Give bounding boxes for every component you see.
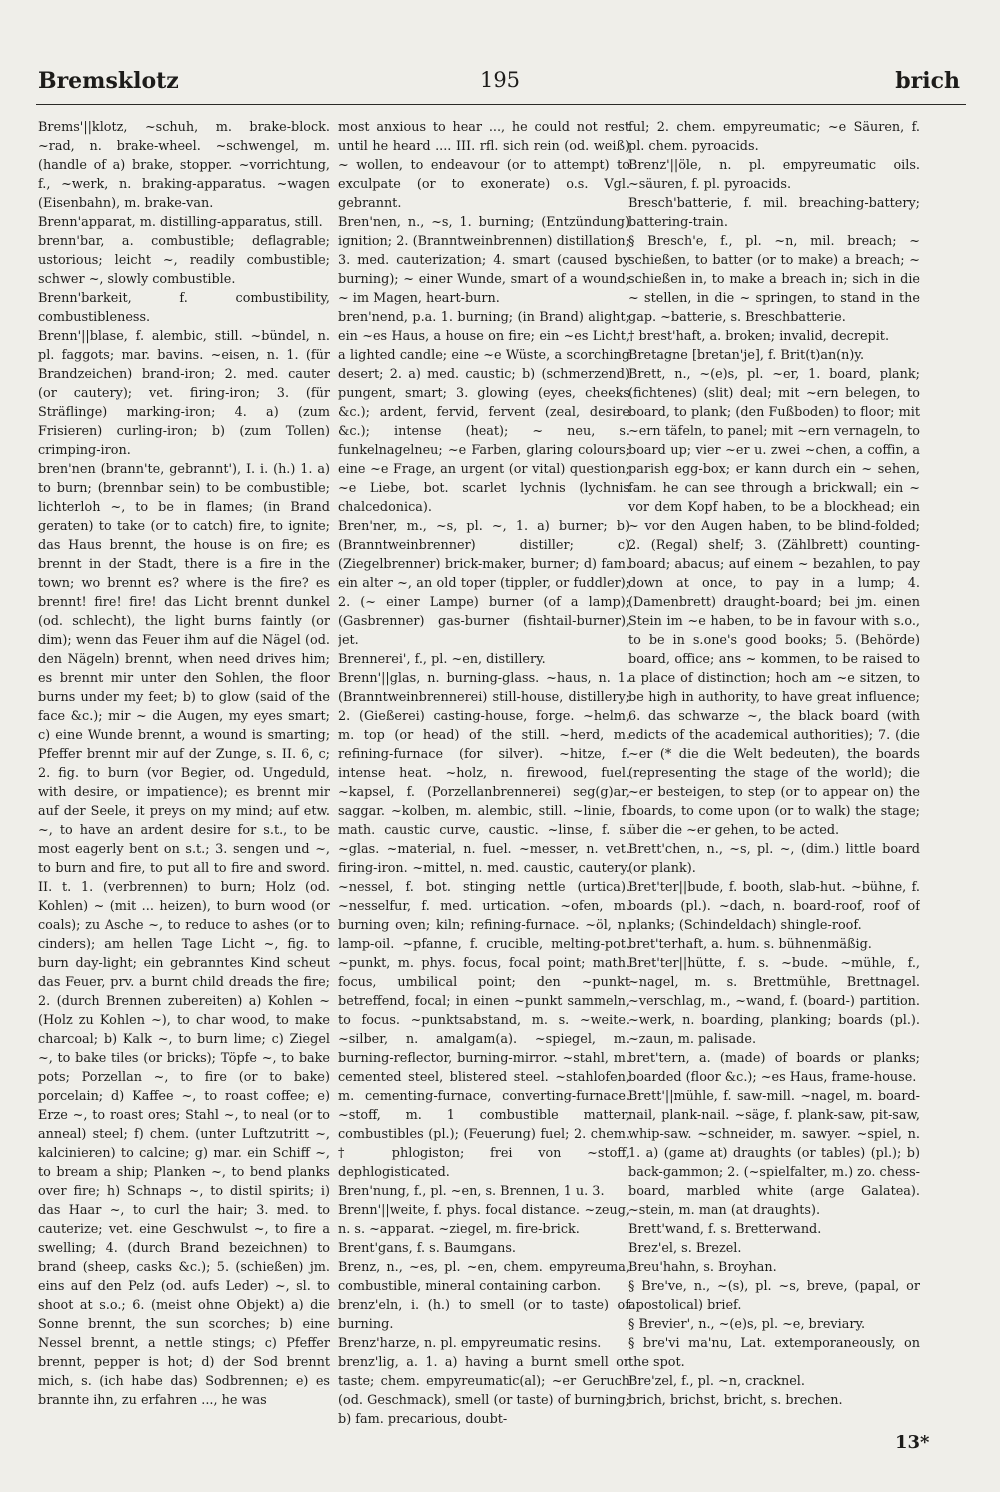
dictionary-entry: bren'nen (brann'te, gebrannt'), I. i. (h.) 1. a) to burn; (brennbar sein) to be combustible; lichterloh ~, to be in flames; (in Brand geraten) to take (or to catch) fire, to ignite; das Haus brennt, the house is on fire; es brennt in der Stadt, there is a fire in the town; wo brennt es? where is the fire? es brennt! fire! fire! das Licht brennt dunkel (od. schlecht), the light burns faintly (or dim); wenn das Feuer ihm auf die Nägel (od. den Nägeln) brennt, when need drives him; es brennt mir unter den Sohlen, the floor burns under my feet; b) to glow (said of the face &c.); mir ~ die Augen, my eyes smart; c) eine Wunde brennt, a wound is smarting; Pfeffer brennt mir auf der Zunge, s. II. 6, c; 2. fig. to burn (vor Begier, od. Ungeduld, with desire, or impatience); es brennt mir auf der Seele, it preys on my mind; auf etw. ~, to have an ardent desire for s.t., to be most eagerly bent on s.t.; 3. sengen und ~, to burn and fire, to put all to fire and sword. II. t. 1. (verbrennen) to burn; Holz (od. Kohlen) ~ (mit ... heizen), to burn wood (or coals); zu Asche ~, to reduce to ashes (or to cinders); am hellen Tage Licht ~, fig. to burn day-light; ein gebranntes Kind scheut das Feuer, prv. a burnt child dreads the fire; 2. (durch Brennen zubereiten) a) Kohlen ~ (Holz zu Kohlen ~), to char wood, to make charcoal; b) Kalk ~, to burn lime; c) Ziegel ~, to bake tiles (or bricks); Töpfe ~, to bake pots; Porzellan ~, to fire (or to bake) porcelain; d) Kaffee ~, to roast coffee; e) Erze ~, to roast ores; Stahl ~, to neal (or to anneal) steel; f) chem. (unter Luftzutritt ~, kalcinieren) to calcine; g) mar. ein Schiff ~, to bream a ship; Planken ~, to bend planks over fire; h) Schnaps ~, to distil spirits; i) das Haar ~, to curl the hair; 3. med. to cauterize; vet. eine Geschwulst ~, to fire a swelling; 4. (durch Brand bezeichnen) to brand (sheep, casks &c.); 5. (schießen) jm. eins auf den Pelz (od. aufs Leder) ~, sl. to shoot at s.o.; 6. (meist ohne Objekt) a) die Sonne brennt, the sun scorches; b) eine Nessel brennt, a nettle stings; c) Pfeffer brennt, pepper is hot; d) der Sod brennt mich, s. (ich habe das) Sodbrennen; e) es brannte ihn, zu erfahren ..., he was <box>38 462 330 1408</box>
dictionary-entry: Brenn'||blase, f. alembic, still. ~bündel, n. pl. faggots; mar. bavins. ~eisen, n. 1. (für Brandzeichen) brand-iron; 2. med. cauter (or cautery); vet. firing-iron; 3. (für Sträflinge) marking-iron; 4. a) (zum Frisieren) curling-iron; b) (zum Tollen) crimping-iron. <box>38 329 330 458</box>
running-head-last-word: brich <box>895 68 960 94</box>
dictionary-entry: § Bre've, n., ~(s), pl. ~s, breve, (papal, or apostolical) brief. <box>628 1279 920 1313</box>
dictionary-entry: bret'terhaft, a. hum. s. bühnenmäßig. <box>628 937 872 952</box>
running-head-first-word: Bremsklotz <box>38 68 179 94</box>
dictionary-entry: brenz'lig, a. 1. a) having a burnt smell or taste; chem. empyreumatic(al); ~er Geruch (od. Geschmack), smell (or taste) of burning; b) fam. precarious, doubt- <box>338 1355 630 1427</box>
dictionary-entry: Brenn'||glas, n. burning-glass. ~haus, n. 1. (Branntweinbrennerei) still-house, distillery; 2. (Gießerei) casting-house, forge. ~helm, m. top (or head) of the still. ~herd, m. refining-furnace (for silver). ~hitze, f. intense heat. ~holz, n. firewood, fuel. ~kapsel, f. (Porzellanbrennerei) seg(g)ar, saggar. ~kolben, m. alembic, still. ~linie, f. math. caustic curve, caustic. ~linse, f. s. ~glas. ~material, n. fuel. ~messer, n. vet. firing-iron. ~mittel, n. med. caustic, cautery. ~nessel, f. bot. stinging nettle (urtica). ~nesselfur, f. med. urtication. ~ofen, m. burning oven; kiln; refining-furnace. ~öl, n. lamp-oil. ~pfanne, f. crucible, melting-pot. ~punkt, m. phys. focus, focal point; math. focus, umbilical point; den ~punkt betreffend, focal; in einen ~punkt sammeln, to focus. ~punktsabstand, m. s. ~weite. ~silber, n. amalgam(a). ~spiegel, m. burning-reflector, burning-mirror. ~stahl, m. cemented steel, blistered steel. ~stahlofen, m. cementing-furnace, converting-furnace. ~stoff, m. 1 combustible matter, combustibles (pl.); (Feuerung) fuel; 2. chem. † phlogiston; frei von ~stoff, dephlogisticated. <box>338 671 630 1180</box>
column-right <box>628 118 920 1448</box>
dictionary-entry: Brett'wand, f. s. Bretterwand. <box>628 1222 822 1237</box>
header-rule <box>36 104 966 105</box>
dictionary-entry: bren'nend, p.a. 1. burning; (in Brand) alight; ein ~es Haus, a house on fire; ein ~es Licht, a lighted candle; eine ~e Wüste, a scorching desert; 2. a) med. caustic; b) (schmerzend) pungent, smart; 3. glowing (eyes, cheeks &c.); ardent, fervid, fervent (zeal, desire &c.); intense (heat); ~ neu, s. funkelnagelneu; ~e Farben, glaring colours; eine ~e Frage, an urgent (or vital) question; ~e Liebe, bot. scarlet lychnis (lychnis chalcedonica). <box>338 310 630 515</box>
dictionary-entry: Brenz, n., ~es, pl. ~en, chem. empyreuma, combustible, mineral containing carbon. <box>338 1260 630 1294</box>
column-left <box>38 118 330 1448</box>
dictionary-entry: Brenz'||öle, n. pl. empyreumatic oils. ~säuren, f. pl. pyroacids. <box>628 158 920 192</box>
dictionary-entry: Brett, n., ~(e)s, pl. ~er, 1. board, plank; (fichtenes) (slit) deal; mit ~ern belegen, to board, to plank; (den Fußboden) to floor; mit ~ern täfeln, to panel; mit ~ern vernageln, to board up; vier ~er u. zwei ~chen, a coffin, a parish egg-box; er kann durch ein ~ sehen, fam. he can see through a brickwall; ein ~ vor dem Kopf haben, to be a blockhead; ein ~ vor den Augen haben, to be blind-folded; 2. (Regal) shelf; 3. (Zählbrett) counting-board; abacus; auf einem ~ bezahlen, to pay down at once, to pay in a lump; 4. (Damenbrett) draught-board; bei jm. einen Stein im ~e haben, to be in favour with s.o., to be in s.one's good books; 5. (Behörde) board, office; ans ~ kommen, to be raised to a place of distinction; hoch am ~e sitzen, to be high in authority, to have great influence; 6. das schwarze ~, the black board (with edicts of the academical authorities); 7. (die ~er (* die die Welt bedeuten), the boards (representing the stage of the world); die ~er besteigen, to step (or to appear on) the boards, to come upon (or to walk) the stage; über die ~er gehen, to be acted. <box>628 367 920 838</box>
dictionary-entry: most anxious to hear ..., he could not rest until he heard .... III. rfl. sich rein (od. weiß) ~ wollen, to endeavour (or to attempt) to exculpate (or to exonerate) o.s. Vgl. gebrannt. <box>338 120 630 211</box>
page-number: 195 <box>479 68 521 92</box>
dictionary-entry: Brett'||mühle, f. saw-mill. ~nagel, m. board-nail, plank-nail. ~säge, f. plank-saw, pit-saw, whip-saw. ~schneider, m. sawyer. ~spiel, n. 1. a) (game at) draughts (or tables) (pl.); b) back-gammon; 2. (~spielfalter, m.) zo. chess-board, marbled white (arge Galatea). ~stein, m. man (at draughts). <box>628 1089 920 1218</box>
dictionary-entry: Brenn'apparat, m. distilling-apparatus, still. <box>38 215 323 230</box>
dictionary-entry: Bret'ter||hütte, f. s. ~bude. ~mühle, f., ~nagel, m. s. Brettmühle, Brettnagel. ~verschlag, m., ~wand, f. (board-) partition. ~werk, n. boarding, planking; boards (pl.). ~zaun, m. palisade. <box>628 956 920 1047</box>
dictionary-entry: ful; 2. chem. empyreumatic; ~e Säuren, f. pl. chem. pyroacids. <box>628 120 920 154</box>
dictionary-entry: brenz'eln, i. (h.) to smell (or to taste) of burning. <box>338 1298 630 1332</box>
dictionary-entry: Brent'gans, f. s. Baumgans. <box>338 1241 516 1256</box>
printer-signature-mark: 13* <box>895 1432 930 1453</box>
dictionary-entry: † brest'haft, a. broken; invalid, decrepit. <box>628 329 890 344</box>
dictionary-entry: bret'tern, a. (made) of boards or planks; boarded (floor &c.); ~es Haus, frame-house. <box>628 1051 920 1085</box>
dictionary-entry: § Brevier', n., ~(e)s, pl. ~e, breviary. <box>628 1317 866 1332</box>
dictionary-entry: Brett'chen, n., ~s, pl. ~, (dim.) little board (or plank). <box>628 842 920 876</box>
dictionary-entry: Bren'nung, f., pl. ~en, s. Brennen, 1 u. 3. <box>338 1184 605 1199</box>
dictionary-entry: brenn'bar, a. combustible; deflagrable; ustorious; leicht ~, readily combustible; schwer ~, slowly combustible. <box>38 234 330 287</box>
dictionary-entry: brich, brichst, bricht, s. brechen. <box>628 1393 843 1408</box>
dictionary-entry: Brenz'harze, n. pl. empyreumatic resins. <box>338 1336 602 1351</box>
dictionary-entry: Brems'||klotz, ~schuh, m. brake-block. ~rad, n. brake-wheel. ~schwengel, m. (handle of a) brake, stopper. ~vorrichtung, f., ~werk, n. braking-apparatus. ~wagen (Eisenbahn), m. brake-van. <box>38 120 330 211</box>
dictionary-entry: Brenn'barkeit, f. combustibility, combustibleness. <box>38 291 330 325</box>
dictionary-entry: Breu'hahn, s. Broyhan. <box>628 1260 777 1275</box>
dictionary-entry: Bretagne [bretan'je], f. Brit(t)an(n)y. <box>628 348 865 363</box>
dictionary-entry: Bren'ner, m., ~s, pl. ~, 1. a) burner; b) (Branntweinbrenner) distiller; c) (Ziegelbrenner) brick-maker, burner; d) fam. ein alter ~, an old toper (tippler, or fuddler); 2. (~ einer Lampe) burner (of a lamp); (Gasbrenner) gas-burner (fishtail-burner), jet. <box>338 519 630 648</box>
dictionary-entry: Bre'zel, f., pl. ~n, cracknel. <box>628 1374 805 1389</box>
dictionary-entry: Bret'ter||bude, f. booth, slab-hut. ~bühne, f. boards (pl.). ~dach, n. board-roof, roof of planks; (Schindeldach) shingle-roof. <box>628 880 920 933</box>
dictionary-entry: Bresch'batterie, f. mil. breaching-battery; battering-train. <box>628 196 920 230</box>
column-middle <box>338 118 630 1448</box>
dictionary-entry: Brenn'||weite, f. phys. focal distance. ~zeug, n. s. ~apparat. ~ziegel, m. fire-brick. <box>338 1203 630 1237</box>
dictionary-entry: Brez'el, s. Brezel. <box>628 1241 742 1256</box>
dictionary-entry: § Bresch'e, f., pl. ~n, mil. breach; ~ schießen, to batter (or to make) a breach; ~ schießen in, to make a breach in; sich in die ~ stellen, in die ~ springen, to stand in the gap. ~batterie, s. Breschbatterie. <box>628 234 920 325</box>
dictionary-entry: Brennerei', f., pl. ~en, distillery. <box>338 652 546 667</box>
dictionary-entry: Bren'nen, n., ~s, 1. burning; (Entzündung) ignition; 2. (Branntweinbrennen) distillation; 3. med. cauterization; 4. smart (caused by burning); ~ einer Wunde, smart of a wound; ~ im Magen, heart-burn. <box>338 215 630 306</box>
dictionary-entry: § bre'vi ma'nu, Lat. extemporaneously, on the spot. <box>628 1336 920 1370</box>
